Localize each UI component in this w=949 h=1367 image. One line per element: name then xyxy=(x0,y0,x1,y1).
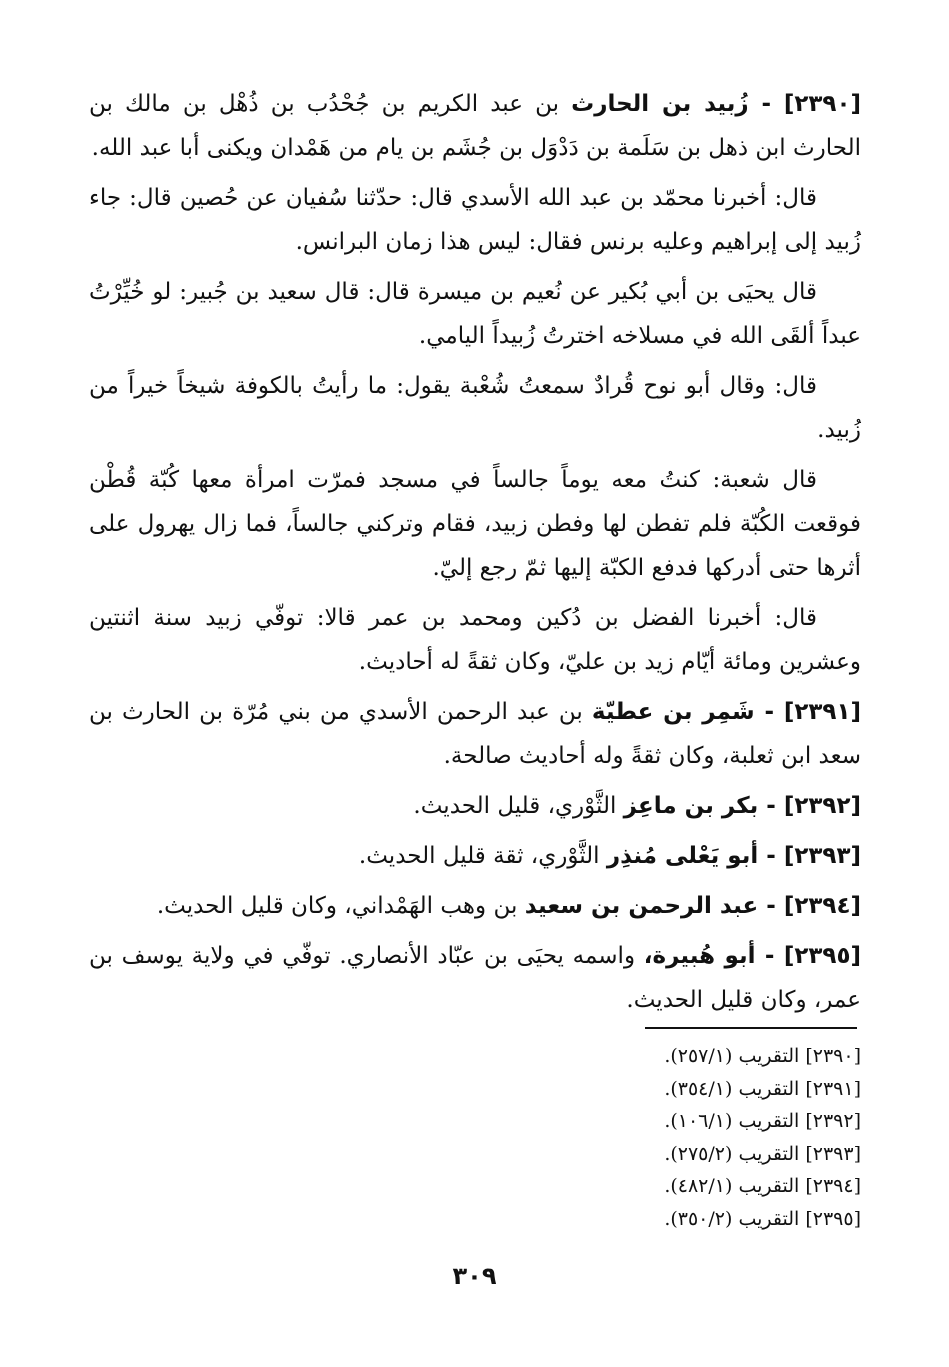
paragraph-text: قال: وقال أبو نوح قُرادٌ سمعتُ شُعْبة يقول: ما رأيتُ بالكوفة شيخاً خيراً من زُبيد. xyxy=(89,373,861,443)
entry-number: [٢٣٩٢] xyxy=(783,793,861,819)
entry-text: بن وهب الهَمْداني، وكان قليل الحديث. xyxy=(156,893,518,919)
entry-name: عبد الرحمن بن سعيد xyxy=(524,893,759,919)
footnote: [٢٣٩٠] التقريب (٢٥٧/١). xyxy=(664,1045,861,1067)
entry-text: بن عبد الكريم بن جُحْدُب بن ذُهْل بن مالك بن الحارث ابن ذهل بن سَلَمة بن دَدْوَل بن جُشَم بن يام من هَمْدان ويكنى أبا عبد الله. xyxy=(89,91,861,161)
entry-name: زُبيد بن الحارث xyxy=(571,91,749,117)
entry-2392: [٢٣٩٢] - بكر بن ماعِز الثَّوْري، قليل الحديث. xyxy=(413,793,861,819)
entry-text: واسمه يحيَى بن عبّاد الأنصاري. توفّي في ولاية يوسف بن عمر، وكان قليل الحديث. xyxy=(89,943,861,1013)
paragraph-text: قال: أخبرنا الفضل بن دُكين ومحمد بن عمر قالا: توفّي زبيد سنة اثنتين وعشرين ومائة أيّام زيد بن عليّ، وكان ثقةً له أحاديث. xyxy=(89,605,861,675)
entry-2393: [٢٣٩٣] - أبو يَعْلى مُنذِر الثَّوْري، ثقة قليل الحديث. xyxy=(358,843,861,869)
footnote: [٢٣٩٣] التقريب (٢٧٥/٢). xyxy=(664,1142,861,1165)
entry-2390: [٢٣٩٠] - زُبيد بن الحارث بن عبد الكريم بن جُحْدُب بن ذُهْل بن مالك بن الحارث ابن ذهل بن سَلَمة بن دَدْوَل بن جُشَم بن يام من هَمْدان ويكنى أبا عبد الله. xyxy=(89,91,861,161)
entry-number: [٢٣٩٠] xyxy=(783,91,861,117)
entry-name: شَمِر بن عطيّة xyxy=(591,699,755,725)
entry-number: [٢٣٩٣] xyxy=(783,843,861,869)
main-text xyxy=(89,82,861,1028)
entry-number: [٢٣٩١] xyxy=(783,699,861,725)
paragraph xyxy=(89,364,861,452)
paragraph-text: قال: أخبرنا محمّد بن عبد الله الأسدي قال: حدّثنا سُفيان عن حُصين قال: جاء زُبيد إلى إبراهيم وعليه برنس فقال: ليس هذا زمان البرانس. xyxy=(89,185,861,255)
entry-text: الثَّوْري، ثقة قليل الحديث. xyxy=(358,843,600,869)
paragraph-text: قال يحيَى بن أبي بُكير عن نُعيم بن ميسرة قال: قال سعيد بن جُبير: لو خُيِّرْتُ عبداً ألقَى الله في مسلاخه اخترتُ زُبيداً اليامي. xyxy=(89,279,861,349)
entry-2394: [٢٣٩٤] - عبد الرحمن بن سعيد بن وهب الهَمْداني، وكان قليل الحديث. xyxy=(156,893,861,919)
paragraph xyxy=(89,458,861,590)
entry-number: [٢٣٩٥] xyxy=(783,943,862,969)
entry-name: أبو يَعْلى مُنذِر xyxy=(606,843,759,869)
footnotes xyxy=(461,1040,861,1235)
page-number: ٣٠٩ xyxy=(452,1262,497,1290)
paragraph xyxy=(89,596,861,684)
entry-number: [٢٣٩٤] xyxy=(783,893,861,919)
entry-2391: [٢٣٩١] - شَمِر بن عطيّة بن عبد الرحمن الأسدي من بني مُرّة بن الحارث بن سعد ابن ثعلبة، وكان ثقةً وله أحاديث صالحة. xyxy=(89,699,861,769)
footnote: [٢٣٩٥] التقريب (٣٥٠/٢). xyxy=(664,1207,861,1230)
entry-text: الثَّوْري، قليل الحديث. xyxy=(413,793,617,819)
entry-2395: [٢٣٩٥] - أبو هُبيرة، واسمه يحيَى بن عبّاد الأنصاري. توفّي في ولاية يوسف بن عمر، وكان قليل الحديث. xyxy=(89,943,862,1013)
footnote-divider xyxy=(645,1027,857,1029)
footnote: [٢٣٩٢] التقريب (١٠٦/١). xyxy=(664,1110,861,1132)
paragraph xyxy=(89,176,861,264)
paragraph-text: قال شعبة: كنتُ معه يوماً جالساً في مسجد فمرّت امرأة معها كُبّة قُطْن فوقعت الكُبّة فلم تفطن لها وفطن زبيد، فقام وتركني جالساً، فما زال يهرول على أثرها حتى أدركها فدفع الكبّة إليها ثمّ رجع إليّ. xyxy=(89,467,861,581)
paragraph xyxy=(89,270,861,358)
footnote: [٢٣٩٤] التقريب (٤٨٢/١). xyxy=(664,1175,861,1197)
entry-text: بن عبد الرحمن الأسدي من بني مُرّة بن الحارث بن سعد ابن ثعلبة، وكان ثقةً وله أحاديث صالحة. xyxy=(89,699,861,769)
footnote: [٢٣٩١] التقريب (٣٥٤/١). xyxy=(664,1077,861,1100)
entry-name: أبو هُبيرة، xyxy=(643,943,756,969)
entry-name: بكر بن ماعِز xyxy=(623,793,759,819)
